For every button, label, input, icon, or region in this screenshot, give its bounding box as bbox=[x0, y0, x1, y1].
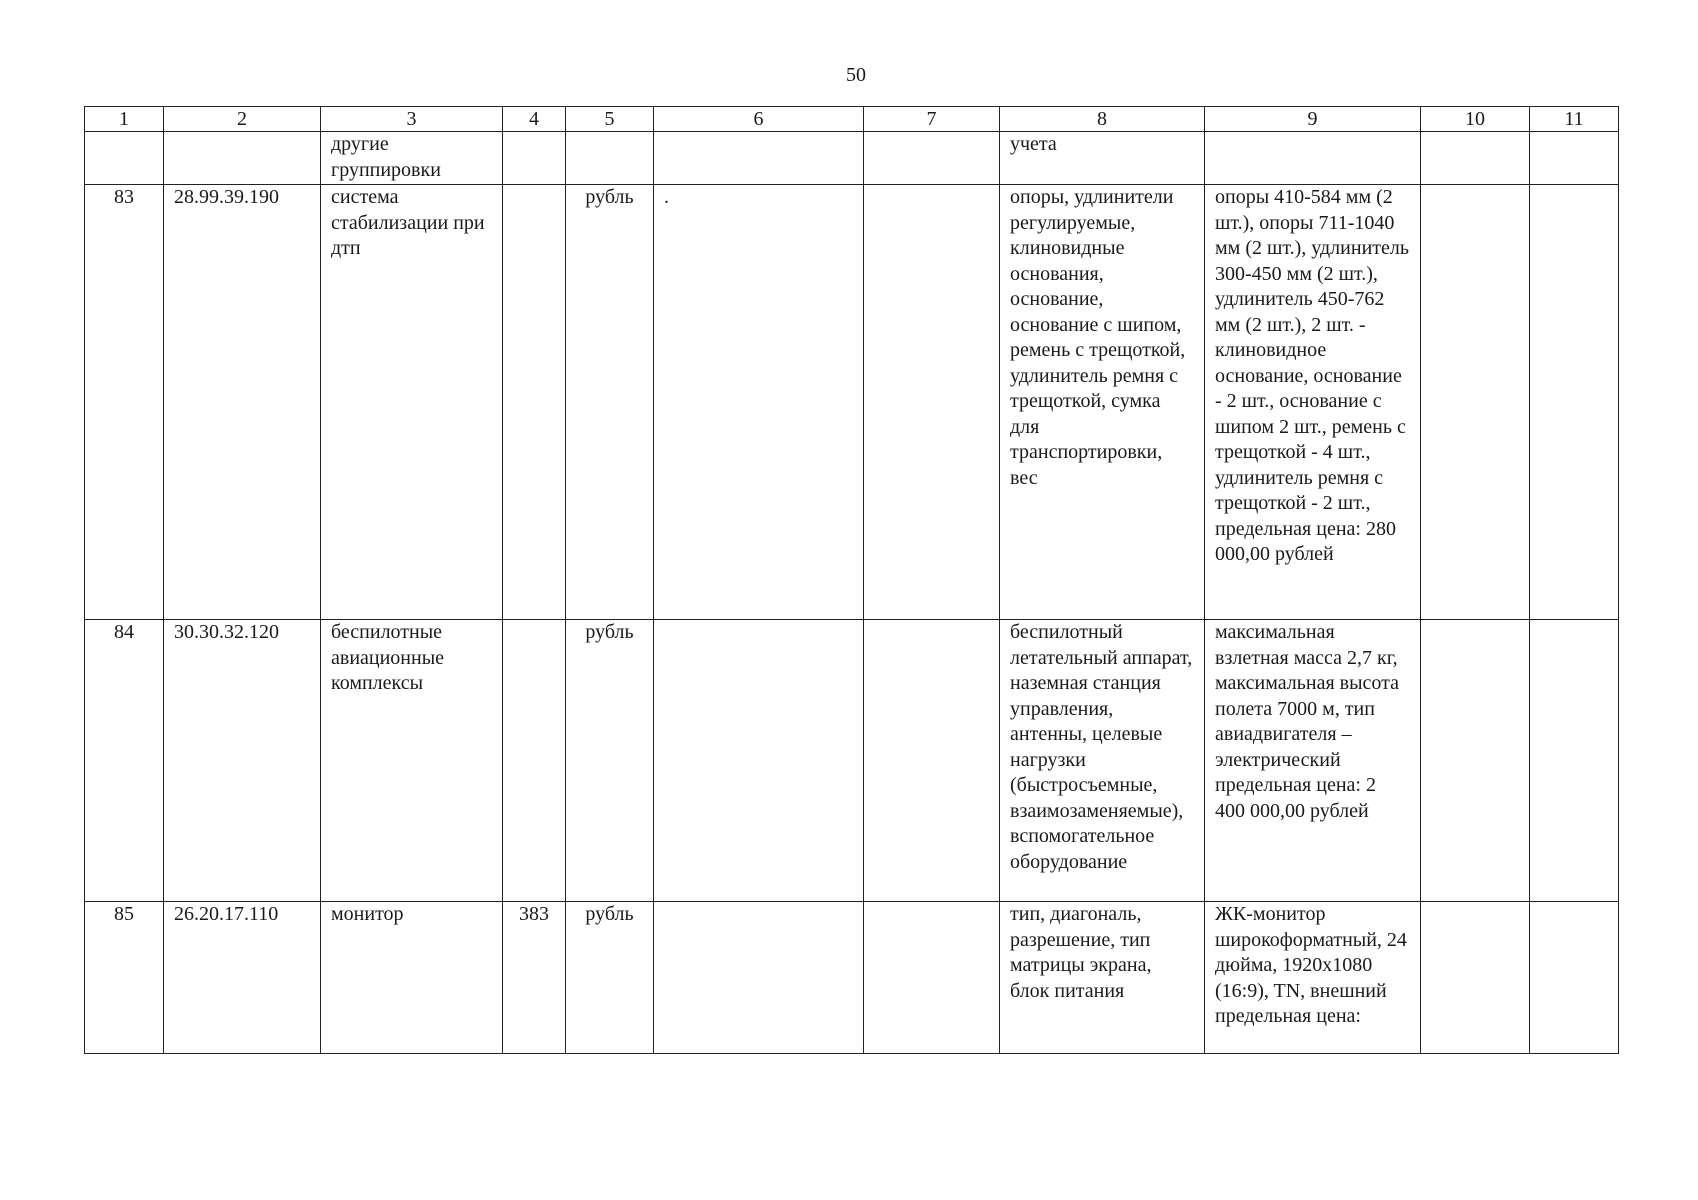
unit: рубль bbox=[566, 185, 654, 620]
item-name bbox=[321, 902, 503, 1054]
characteristics-text: беспилотный летательный аппарат, наземная станция управления, антенны, целевые нагрузки (быстросъемные, взаимозаменяемые), вспомогательное оборудование bbox=[1010, 621, 1193, 873]
item-name bbox=[321, 620, 503, 902]
okpd-code: 28.99.39.190 bbox=[164, 185, 321, 620]
page-number: 50 bbox=[846, 64, 866, 86]
unit: рубль bbox=[566, 620, 654, 902]
okei-code bbox=[503, 620, 566, 902]
column-6-cell bbox=[654, 902, 864, 1054]
column-7-cell bbox=[864, 902, 1000, 1054]
characteristic-values-text: ЖК-монитор широкоформатный, 24 дюйма, 1920x1080 (16:9), TN, внешний предельная цена: bbox=[1215, 903, 1407, 1027]
column-header: 6 bbox=[654, 107, 864, 132]
characteristics-text: тип, диагональ, разрешение, тип матрицы экрана, блок питания bbox=[1010, 903, 1152, 1002]
column-header: 4 bbox=[503, 107, 566, 132]
table-row bbox=[85, 185, 1619, 620]
characteristic-values bbox=[1205, 185, 1421, 620]
characteristics bbox=[1000, 620, 1205, 902]
column-10-cell bbox=[1421, 902, 1530, 1054]
okpd-code: 30.30.32.120 bbox=[164, 620, 321, 902]
characteristics bbox=[1000, 132, 1205, 185]
characteristic-values bbox=[1205, 902, 1421, 1054]
header-row bbox=[85, 107, 1619, 132]
item-name-text: беспилотные авиационные комплексы bbox=[331, 621, 445, 694]
column-10-cell bbox=[1421, 620, 1530, 902]
characteristics bbox=[1000, 902, 1205, 1054]
item-name-text: другие группировки bbox=[331, 133, 441, 181]
column-header: 1 bbox=[85, 107, 164, 132]
okei-code bbox=[503, 132, 566, 185]
characteristics-text: учета bbox=[1010, 133, 1057, 155]
catalog-table bbox=[84, 106, 1619, 1054]
row-number: 84 bbox=[85, 620, 164, 902]
column-11-cell bbox=[1530, 132, 1619, 185]
table-row bbox=[85, 620, 1619, 902]
column-11-cell bbox=[1530, 620, 1619, 902]
column-header: 5 bbox=[566, 107, 654, 132]
column-header: 3 bbox=[321, 107, 503, 132]
column-11-cell bbox=[1530, 185, 1619, 620]
column-10-cell bbox=[1421, 132, 1530, 185]
column-header: 2 bbox=[164, 107, 321, 132]
row-number bbox=[85, 132, 164, 185]
column-7-cell bbox=[864, 620, 1000, 902]
table-row bbox=[85, 902, 1619, 1054]
characteristic-values bbox=[1205, 620, 1421, 902]
characteristic-values-text: опоры 410-584 мм (2 шт.), опоры 711-1040 мм (2 шт.), удлинитель 300-450 мм (2 шт.), удлинитель 450-762 мм (2 шт.), 2 шт. - клиновидное основание, основание - 2 шт., основание с шипом 2 шт., ремень с трещоткой - 4 шт., удлинитель ремня с трещоткой - 2 шт., предельная цена: 280 000,00 рублей bbox=[1215, 186, 1409, 565]
column-6-cell bbox=[654, 620, 864, 902]
column-11-cell bbox=[1530, 902, 1619, 1054]
column-7-cell bbox=[864, 185, 1000, 620]
column-10-cell bbox=[1421, 185, 1530, 620]
table-row bbox=[85, 132, 1619, 185]
characteristics-text: опоры, удлинители регулируемые, клиновидные основания, основание, основание с шипом, ремень с трещоткой, удлинитель ремня с трещоткой, сумка для транспортировки, вес bbox=[1010, 186, 1186, 489]
column-header: 8 bbox=[1000, 107, 1205, 132]
item-name bbox=[321, 185, 503, 620]
okpd-code bbox=[164, 132, 321, 185]
characteristic-values bbox=[1205, 132, 1421, 185]
column-header: 9 bbox=[1205, 107, 1421, 132]
column-7-cell bbox=[864, 132, 1000, 185]
okpd-code: 26.20.17.110 bbox=[164, 902, 321, 1054]
unit bbox=[566, 132, 654, 185]
row-number: 83 bbox=[85, 185, 164, 620]
column-header: 10 bbox=[1421, 107, 1530, 132]
okei-code bbox=[503, 185, 566, 620]
column-6-cell bbox=[654, 132, 864, 185]
characteristics bbox=[1000, 185, 1205, 620]
item-name-text: система стабилизации при дтп bbox=[331, 186, 485, 259]
column-header: 7 bbox=[864, 107, 1000, 132]
column-header: 11 bbox=[1530, 107, 1619, 132]
row-number: 85 bbox=[85, 902, 164, 1054]
item-name bbox=[321, 132, 503, 185]
item-name-text: монитор bbox=[331, 903, 404, 925]
characteristic-values-text: максимальная взлетная масса 2,7 кг, максимальная высота полета 7000 м, тип авиадвигателя – электрический предельная цена: 2 400 000,00 рублей bbox=[1215, 621, 1400, 822]
column-6-cell: . bbox=[654, 185, 864, 620]
unit: рубль bbox=[566, 902, 654, 1054]
okei-code: 383 bbox=[503, 902, 566, 1054]
